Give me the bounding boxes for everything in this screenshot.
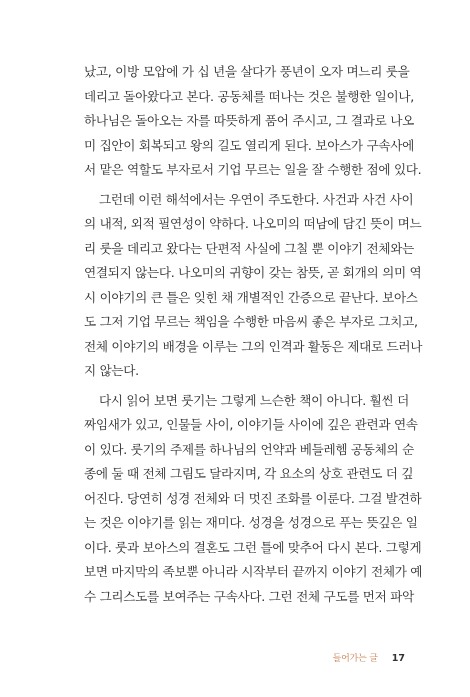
text-line: 데리고 돌아왔다고 본다. 공동체를 떠나는 것은 불행한 일이나, bbox=[84, 88, 414, 104]
text-line: 는 것은 이야기를 읽는 재미다. 성경을 성경으로 푸는 뜻깊은 일 bbox=[84, 515, 418, 530]
text-line: 서 맡은 역할도 부자로서 기업 무르는 일을 잘 수행한 점에 있다. bbox=[84, 162, 422, 177]
text-line: 이다. 룻과 보아스의 결혼도 그런 틀에 맞추어 다시 본다. 그렇게 bbox=[84, 539, 422, 555]
text-line: 보면 마지막의 족보뿐 아니라 시작부터 끝까지 이야기 전체가 예 bbox=[84, 564, 423, 579]
text-line: 시 이야기의 큰 틀은 잊힌 채 개별적인 간증으로 끝난다. 보아스 bbox=[84, 289, 418, 305]
paragraph bbox=[84, 188, 423, 384]
text-line: 도 그저 기업 무르는 책임을 수행한 마음씨 좋은 부자로 그치고, bbox=[84, 314, 418, 329]
text-line: 수 그리스도를 보여주는 구속사다. 그런 전체 구도를 먼저 파악 bbox=[84, 588, 414, 604]
text-line: 지 않는다. bbox=[84, 363, 139, 378]
paragraph bbox=[84, 389, 423, 610]
text-line: 연결되지 않는다. 나오미의 귀향이 갖는 참뜻, 곧 회개의 의미 역 bbox=[84, 265, 422, 280]
text-line: 전체 이야기의 배경을 이루는 그의 인격과 활동은 제대로 드러나 bbox=[84, 338, 423, 354]
text-line: 종에 둘 때 전체 그림도 달라지며, 각 요소의 상호 관련도 더 깊 bbox=[84, 466, 414, 481]
text-line: 하나님은 돌아오는 자를 따뜻하게 품어 주시고, 그 결과로 나오 bbox=[84, 113, 414, 128]
text-line: 의 내적, 외적 필연성이 약하다. 나오미의 떠남에 담긴 뜻이 며느 bbox=[84, 216, 422, 231]
text-line: 리 룻을 데리고 왔다는 단편적 사실에 그칠 뿐 이야기 전체와는 bbox=[84, 240, 414, 256]
text-line: 다시 읽어 보면 룻기는 그렇게 느슨한 책이 아니다. 훨씬 더 bbox=[99, 392, 409, 408]
text-line: 났고, 이방 모압에 가 십 년을 살다가 풍년이 오자 며느리 룻을 bbox=[84, 64, 410, 79]
text-line: 어진다. 당연히 성경 전체와 더 멋진 조화를 이룬다. 그걸 발견하 bbox=[84, 490, 422, 506]
text-line: 짜임새가 있고, 인물들 사이, 이야기들 사이에 깊은 관련과 연속 bbox=[84, 417, 418, 432]
paragraph bbox=[84, 60, 422, 183]
page-footer bbox=[0, 651, 405, 664]
page-number: 17 bbox=[391, 653, 405, 664]
body-text bbox=[84, 60, 423, 614]
running-head: 들어가는 글 bbox=[332, 654, 378, 664]
text-line: 이 있다. 룻기의 주제를 하나님의 언약과 베들레헴 공동체의 순 bbox=[84, 441, 414, 457]
text-line: 그런데 이런 해석에서는 우연이 주도한다. 사건과 사건 사이 bbox=[99, 191, 414, 207]
text-line: 미 집안이 회복되고 왕의 길도 열리게 된다. 보아스가 구속사에 bbox=[84, 137, 414, 153]
